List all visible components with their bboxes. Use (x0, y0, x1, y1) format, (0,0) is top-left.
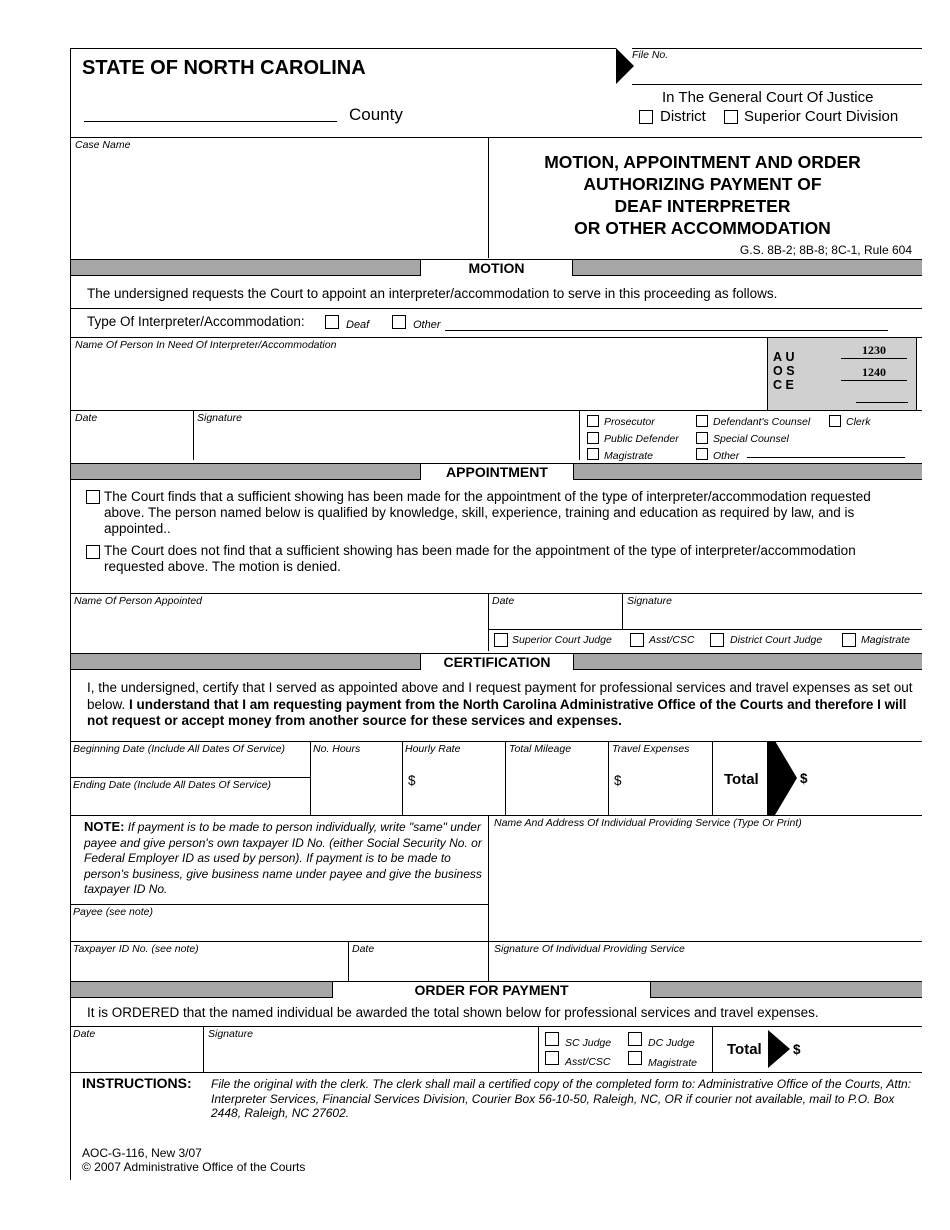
cert-total-label: Total (724, 771, 759, 788)
order-signature-label: Signature (208, 1028, 253, 1040)
divider (712, 1026, 713, 1072)
divider (488, 137, 489, 258)
divider (538, 1026, 539, 1072)
county-field[interactable] (84, 121, 337, 122)
certification-title: CERTIFICATION (420, 653, 574, 670)
divider (505, 741, 506, 815)
note-text (84, 819, 486, 898)
role-label: Magistrate (648, 1057, 698, 1069)
court-of-justice: In The General Court Of Justice (662, 89, 874, 106)
person-need-label: Name Of Person In Need Of Interpreter/Accommodation (75, 339, 337, 351)
divider (71, 941, 922, 942)
role-label: Superior Court Judge (512, 634, 612, 646)
title-line: DEAF INTERPRETER (614, 196, 791, 216)
dc-judge-checkbox[interactable] (628, 1032, 642, 1046)
superior-label: Superior Court Division (744, 108, 899, 125)
order-magistrate-checkbox[interactable] (628, 1051, 642, 1065)
hours-label: No. Hours (313, 743, 361, 755)
title-line: MOTION, APPOINTMENT AND ORDER (544, 152, 861, 172)
divider (71, 410, 922, 411)
asst-csc-checkbox[interactable] (630, 633, 644, 647)
divider (608, 741, 609, 815)
magistrate-checkbox[interactable] (587, 448, 599, 460)
district-judge-checkbox[interactable] (710, 633, 724, 647)
instructions-text: File the original with the clerk. The clerk shall mail a certified copy of the completed form to: Administrative Office of the Courts, Attn: Interpreter Services, Financial Services Division, Courier Box 56-10-50, Raleigh, NC, OR if courier not available, mail to P.O. Box 2448, Raleigh, NC 27602. (211, 1077, 912, 1120)
aosce-letter: C (773, 378, 783, 392)
role-label: DC Judge (648, 1037, 695, 1049)
divider (488, 815, 489, 981)
taxpayer-label: Taxpayer ID No. (see note) (73, 943, 199, 955)
role-label: Asst/CSC (649, 634, 695, 646)
divider (71, 815, 922, 816)
state-title: STATE OF NORTH CAROLINA (82, 57, 366, 79)
aosce-blank (856, 402, 908, 403)
travel-label: Travel Expenses (612, 743, 690, 755)
divider (916, 338, 917, 410)
appointment-magistrate-checkbox[interactable] (842, 633, 856, 647)
other-label: Other (413, 319, 441, 331)
top-border (71, 48, 616, 49)
instructions-head: INSTRUCTIONS: (82, 1075, 192, 1091)
finds-text: The Court finds that a sufficient showing has been made for the appointment of the type of interpreter/accommodation requested above. The person named below is qualified by knowledge, skill, experience, training and education as required by law, and is appointed.. (104, 489, 871, 536)
divider (488, 629, 922, 630)
aosce-letter: U (785, 350, 795, 364)
note-body: If payment is to be made to person individually, write "same" under payee and give person's own taxpayer ID No. (either Social Security No. or Federal Employer ID as used by person). If payment is to be made to person's business, give business name under payee and give the business taxpayer ID No. (84, 820, 482, 896)
divider (579, 410, 580, 460)
order-asst-csc-checkbox[interactable] (545, 1051, 559, 1065)
title-line: AUTHORIZING PAYMENT OF (583, 174, 822, 194)
divider (71, 308, 922, 309)
aosce-letter: S (786, 364, 795, 378)
aosce-letter: O (773, 364, 783, 378)
finds-checkbox[interactable] (86, 490, 100, 504)
rate-label: Hourly Rate (405, 743, 461, 755)
divider (71, 137, 922, 138)
aosce-letters (773, 350, 795, 392)
appointed-name-label: Name Of Person Appointed (74, 595, 203, 607)
appointment-signature-label: Signature (627, 595, 672, 607)
divider (622, 593, 623, 629)
total-arrow-icon (767, 741, 797, 815)
aosce-letter: E (785, 378, 794, 392)
divider (71, 904, 489, 905)
superior-judge-checkbox[interactable] (494, 633, 508, 647)
left-border (70, 48, 71, 1180)
not-find-checkbox[interactable] (86, 545, 100, 559)
order-date-label: Date (73, 1028, 96, 1040)
motion-bar (71, 259, 922, 276)
form-title (490, 151, 915, 239)
role-label: SC Judge (565, 1037, 612, 1049)
divider (348, 941, 349, 981)
superior-checkbox[interactable] (724, 110, 738, 124)
district-checkbox[interactable] (639, 110, 653, 124)
special-counsel-checkbox[interactable] (696, 432, 708, 444)
role-label: Prosecutor (604, 416, 655, 428)
other-role-checkbox[interactable] (696, 448, 708, 460)
cert-total-dollar: $ (800, 771, 808, 786)
begin-date-label: Beginning Date (Include All Dates Of Service) (73, 743, 286, 755)
deaf-checkbox[interactable] (325, 315, 339, 329)
provider-label: Name And Address Of Individual Providing Service (Type Or Print) (494, 817, 802, 829)
case-name-label: Case Name (75, 139, 131, 151)
order-title: ORDER FOR PAYMENT (332, 981, 651, 998)
appointment-title: APPOINTMENT (420, 463, 574, 480)
county-label: County (349, 105, 403, 124)
divider (488, 593, 489, 651)
mileage-label: Total Mileage (509, 743, 572, 755)
role-label: Other (713, 450, 740, 462)
aosce-value: 1240 (841, 364, 907, 381)
payee-label: Payee (see note) (73, 906, 153, 918)
order-total-label: Total (727, 1041, 762, 1058)
order-bar (71, 981, 922, 998)
order-total-dollar: $ (793, 1042, 801, 1057)
rate-dollar: $ (408, 773, 416, 788)
other-type-field[interactable] (445, 330, 888, 331)
title-line: OR OTHER ACCOMMODATION (574, 218, 831, 238)
public-defender-checkbox[interactable] (587, 432, 599, 444)
provider-signature-label: Signature Of Individual Providing Service (494, 943, 685, 955)
certification-text (87, 680, 922, 730)
certification-bold-text: I understand that I am requesting payment from the North Carolina Administrative Office of the Courts and therefore I will not request or accept money from another source for these services and expenses. (87, 696, 907, 728)
appointment-date-label: Date (492, 595, 515, 607)
form-number: AOC-G-116, New 3/07 (82, 1146, 202, 1160)
divider (71, 1026, 922, 1027)
file-no-top-line (632, 48, 922, 49)
other-checkbox[interactable] (392, 315, 406, 329)
aosce-value: 1230 (841, 342, 907, 359)
file-no-label: File No. (632, 49, 669, 61)
defendants-counsel-checkbox[interactable] (696, 415, 708, 427)
order-total-arrow-icon (768, 1030, 790, 1068)
other-role-field[interactable] (747, 457, 905, 458)
divider (402, 741, 403, 815)
divider (71, 1072, 922, 1073)
role-label: Special Counsel (713, 433, 789, 445)
aosce-box (767, 338, 917, 410)
divider (71, 593, 922, 594)
appointment-bar (71, 463, 922, 480)
certification-bar (71, 653, 922, 670)
divider (310, 741, 311, 815)
role-label: Public Defender (604, 433, 679, 445)
not-find-text: The Court does not find that a sufficient showing has been made for the appointment of the type of interpreter/accommodation requested above. The motion is denied. (104, 543, 856, 574)
note-head: NOTE: (84, 819, 125, 834)
divider (193, 410, 194, 460)
file-no-field[interactable] (632, 84, 922, 85)
role-label: Defendant's Counsel (713, 416, 811, 428)
clerk-checkbox[interactable] (829, 415, 841, 427)
travel-dollar: $ (614, 773, 622, 788)
role-label: District Court Judge (730, 634, 823, 646)
prosecutor-checkbox[interactable] (587, 415, 599, 427)
role-label: Magistrate (861, 634, 911, 646)
divider (712, 741, 713, 815)
type-label: Type Of Interpreter/Accommodation: (87, 314, 305, 329)
copyright: © 2007 Administrative Office of the Courts (82, 1160, 306, 1174)
deaf-label: Deaf (346, 319, 370, 331)
motion-request-text: The undersigned requests the Court to appoint an interpreter/accommodation to serve in this proceeding as follows. (87, 286, 778, 301)
end-date-label: Ending Date (Include All Dates Of Service) (73, 779, 272, 791)
order-text: It is ORDERED that the named individual be awarded the total shown below for professional services and travel expenses. (87, 1005, 819, 1020)
aosce-letter: A (773, 350, 783, 364)
role-label: Asst/CSC (565, 1056, 611, 1068)
district-label: District (660, 108, 706, 125)
divider (203, 1026, 204, 1072)
role-label: Magistrate (604, 450, 654, 462)
certification-plain-text: I, the undersigned, certify that I served as appointed above and I request payment for professional services and travel expenses as set out below. (87, 680, 913, 712)
motion-title: MOTION (420, 259, 573, 276)
divider (71, 777, 311, 778)
motion-signature-label: Signature (197, 412, 242, 424)
statute: G.S. 8B-2; 8B-8; 8C-1, Rule 604 (739, 243, 912, 257)
cert-date-label: Date (352, 943, 375, 955)
sc-judge-checkbox[interactable] (545, 1032, 559, 1046)
role-label: Clerk (846, 416, 871, 428)
motion-date-label: Date (75, 412, 98, 424)
